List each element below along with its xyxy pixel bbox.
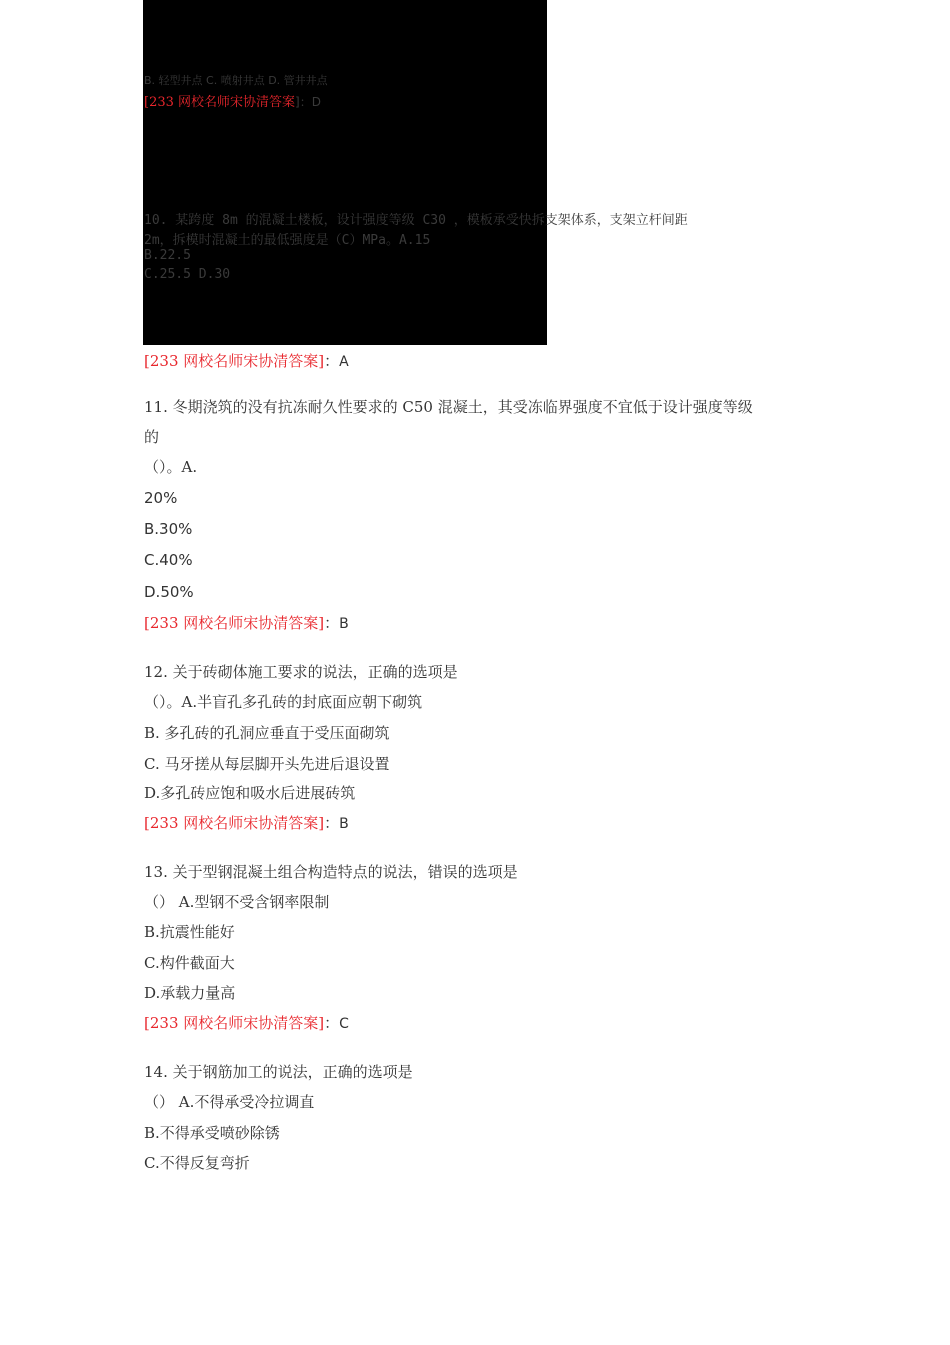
embedded-q10-line3: B.22.5 [144,248,191,263]
answer-value: B [339,816,349,832]
q14-option-c: C.不得反复弯折 [144,1154,250,1172]
q13-line2: （） A.型钢不受含钢率限制 [144,893,330,911]
embedded-q9-answer-tail: ]：D [295,95,321,109]
q11-line1: 11. 冬期浇筑的没有抗冻耐久性要求的 C50 混凝土，其受冻临界强度不宜低于设计强度等级 [144,398,753,416]
answer-label: [233 网校名师宋协清答案] [144,352,325,370]
q11-option-c: C.40% [144,551,193,569]
q11-option-b: B.30% [144,520,193,538]
embedded-q10-line4: C.25.5 D.30 [144,267,231,282]
embedded-q10-line2: 2m，拆模时混凝土的最低强度是（C）MPa。A.15 [144,233,431,248]
answer-label: [233 网校名师宋协清答案] [144,614,325,632]
q13-line1: 13. 关于型钢混凝土组合构造特点的说法，错误的选项是 [144,863,518,881]
q14-line1: 14. 关于钢筋加工的说法，正确的选项是 [144,1063,413,1081]
answer-label: [233 网校名师宋协清答案] [144,814,325,832]
q13-answer [144,1013,349,1034]
embedded-q9-answer [144,91,321,110]
q11-option-a: 20% [144,489,178,507]
q14-option-b: B.不得承受喷砂除锈 [144,1124,280,1142]
answer-value: C [339,1016,349,1032]
q12-option-d: D.多孔砖应饱和吸水后进展砖筑 [144,784,356,802]
q12-option-b: B. 多孔砖的孔洞应垂直于受压面砌筑 [144,724,390,742]
q11-answer [144,613,349,634]
q14-line2: （） A.不得承受冷拉调直 [144,1093,315,1111]
q11-line2: 的 [144,428,160,446]
q13-option-b: B.抗震性能好 [144,923,235,941]
embedded-q9-options: B. 轻型井点 C. 喷射井点 D. 管井井点 [144,74,328,87]
embedded-q9-answer-label: [233 网校名师宋协清答案 [144,95,296,110]
embedded-image-black [143,0,547,345]
q10-answer [144,351,349,372]
q13-option-c: C.构件截面大 [144,954,235,972]
q11-option-d: D.50% [144,583,194,601]
answer-sep: ： [324,1014,340,1032]
answer-value: B [339,616,349,632]
q12-option-c: C. 马牙搓从每层脚开头先进后退设置 [144,755,390,773]
answer-label: [233 网校名师宋协清答案] [144,1014,325,1032]
q12-answer [144,813,349,834]
embedded-q10-line1: 10. 某跨度 8m 的混凝土楼板，设计强度等级 C30 ，模板承受快拆支架体系，支架立杆间距 [144,213,688,228]
q13-option-d: D.承载力量高 [144,984,236,1002]
answer-value: A [339,354,349,370]
answer-sep: ： [324,814,340,832]
answer-sep: ： [324,614,340,632]
q11-line3: （）。A. [144,458,198,476]
q12-line1: 12. 关于砖砌体施工要求的说法，正确的选项是 [144,663,458,681]
answer-sep: ： [324,352,340,370]
q12-line2: （）。A.半盲孔多孔砖的封底面应朝下砌筑 [144,693,423,711]
